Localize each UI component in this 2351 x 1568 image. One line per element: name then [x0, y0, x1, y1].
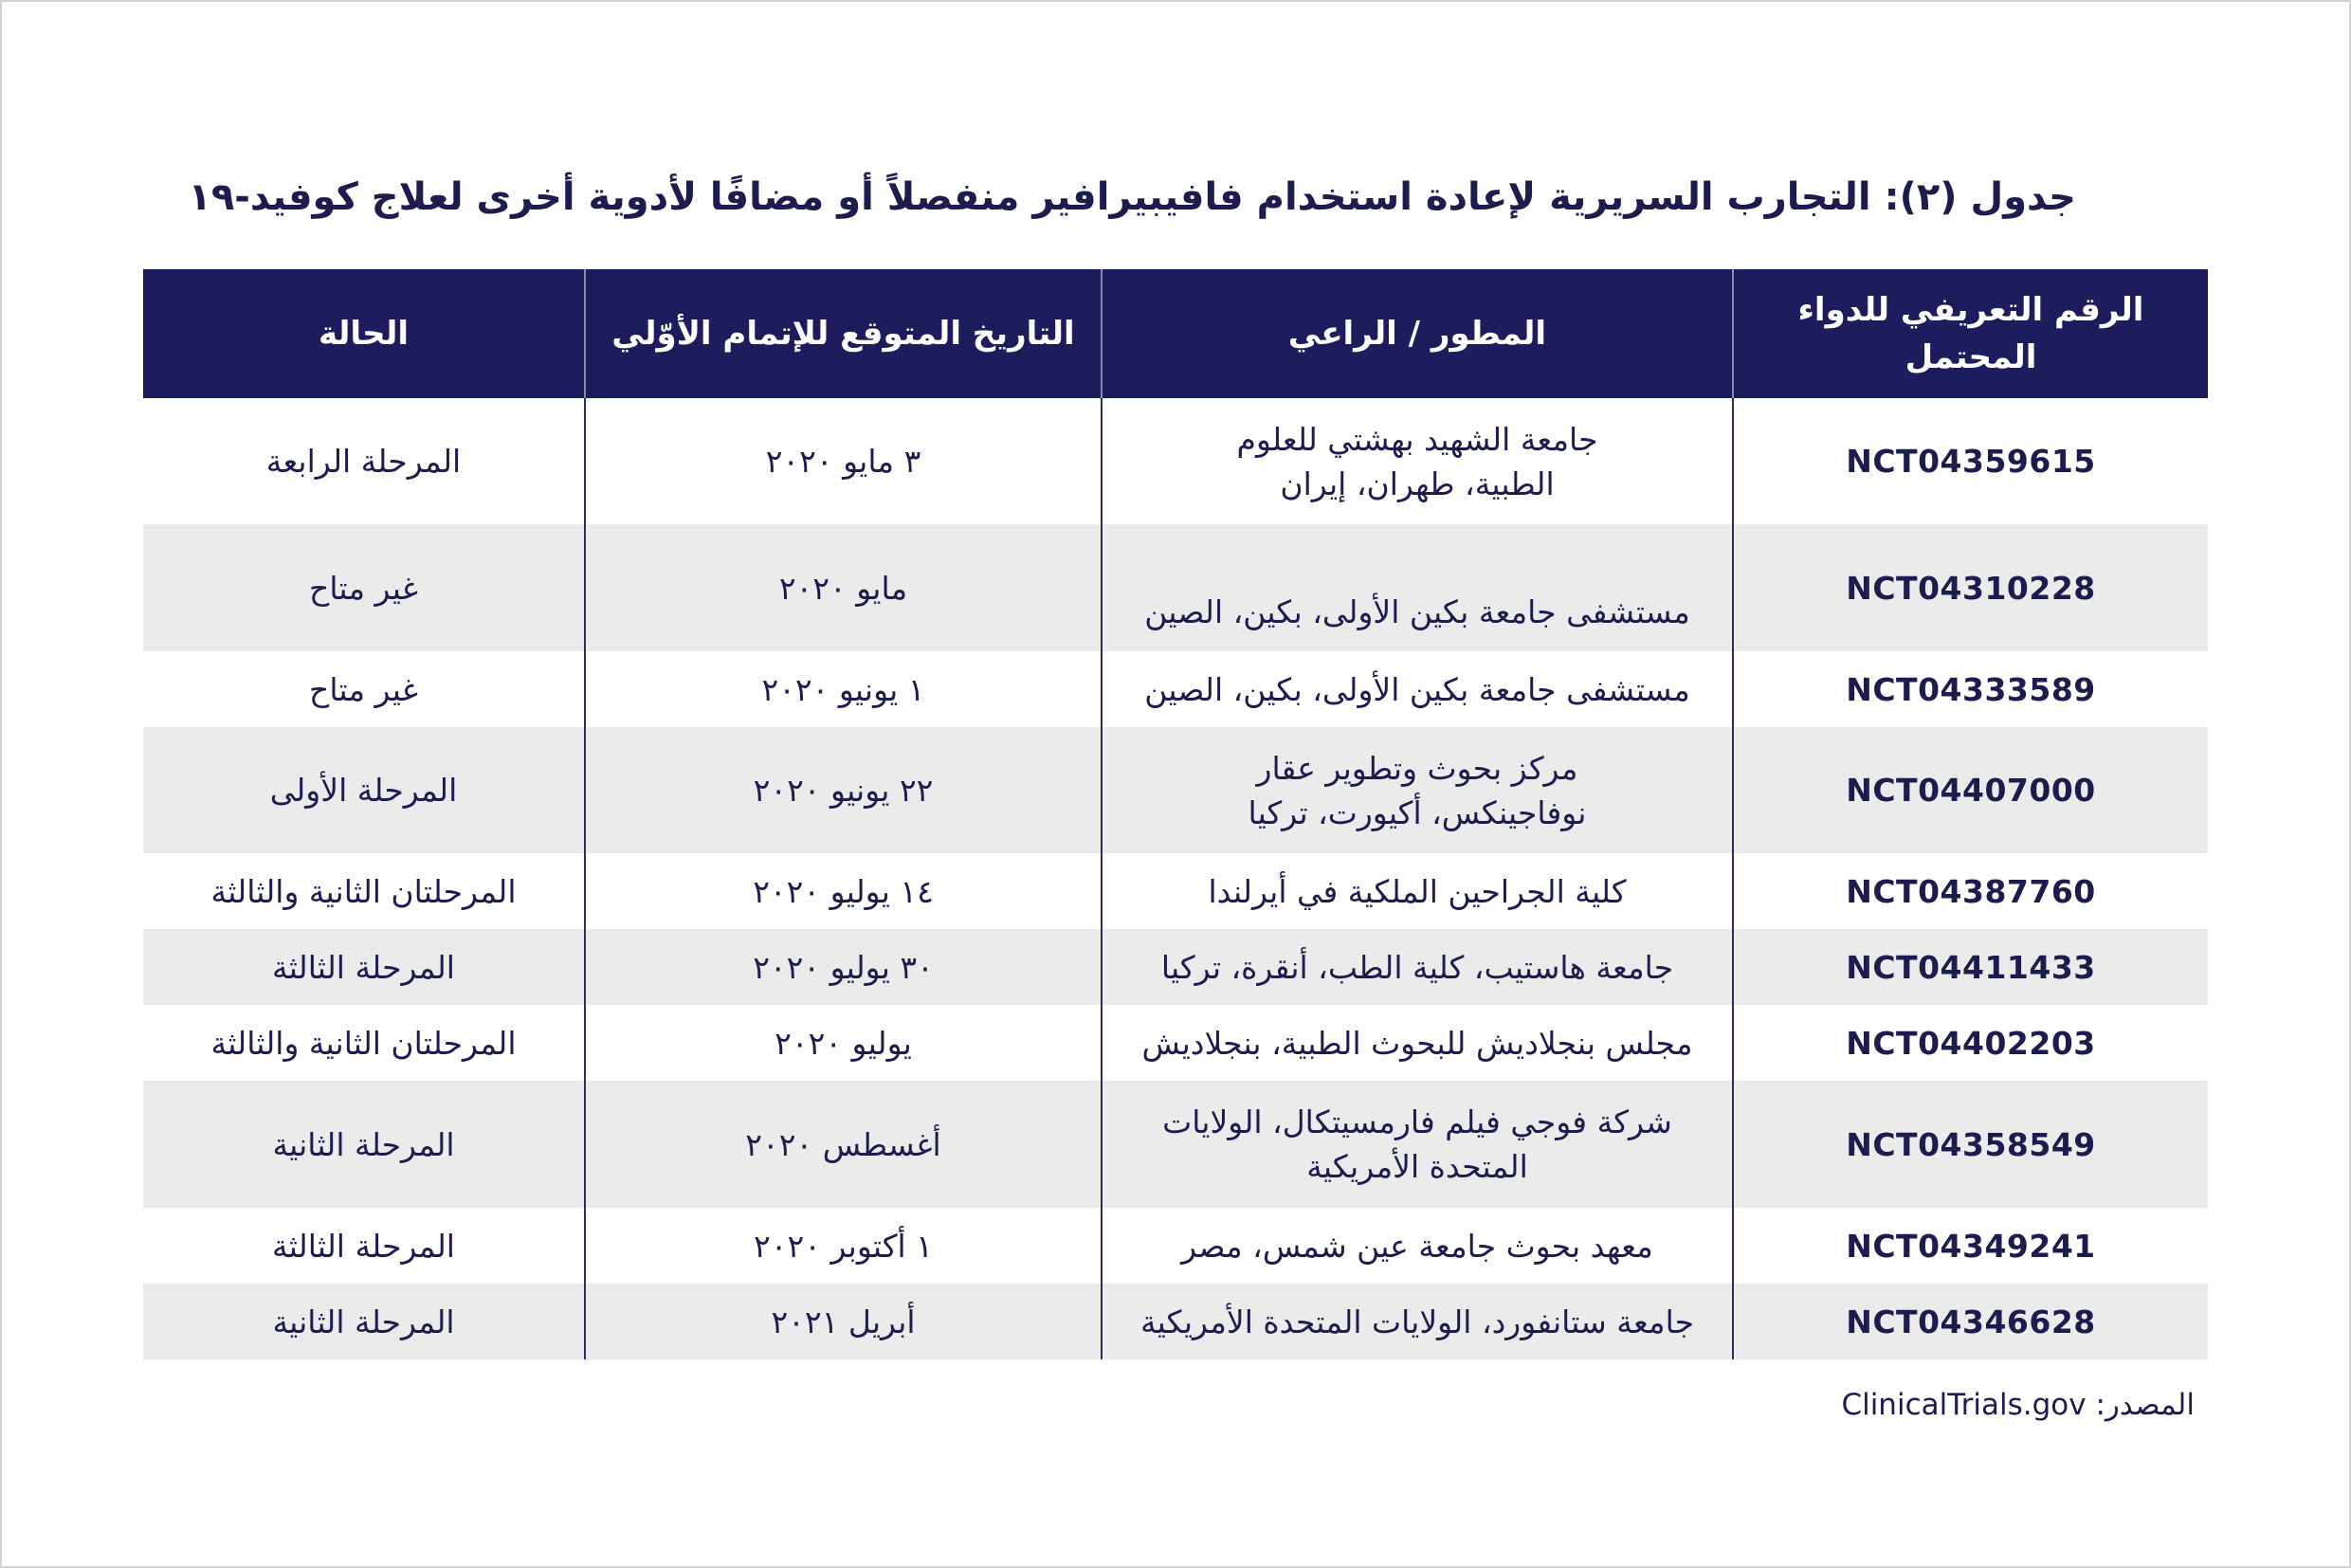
completion-date: أبريل ٢٠٢١	[586, 1284, 1103, 1359]
completion-date: ١٤ يوليو ٢٠٢٠	[586, 853, 1103, 929]
sponsor: جامعة الشهيد بهشتي للعلوم الطبية، طهران، إيران	[1103, 398, 1734, 524]
drug-id: NCT04402203	[1846, 1024, 2096, 1062]
drug-id: NCT04310228	[1846, 569, 2096, 607]
table-row	[143, 398, 2208, 524]
header-id: الرقم التعريفي للدواء المحتمل	[1797, 291, 2144, 376]
table-row	[143, 853, 2208, 929]
drug-id: NCT04349241	[1846, 1227, 2096, 1265]
header-sponsor: المطور / الراعي	[1103, 269, 1734, 398]
table-title: جدول (٢): التجارب السريرية لإعادة استخدام فافيبيرافير منفصلاً أو مضافًا لأدوية أخرى لعلاج كوفيد-١٩	[188, 175, 2076, 219]
status: غير متاح	[143, 524, 586, 651]
sponsor: مجلس بنجلاديش للبحوث الطبية، بنجلاديش	[1103, 1005, 1734, 1081]
status: غير متاح	[143, 651, 586, 727]
completion-date: ٣ مايو ٢٠٢٠	[586, 398, 1103, 524]
drug-id: NCT04358549	[1846, 1125, 2096, 1163]
completion-date: ١ أكتوبر ٢٠٢٠	[586, 1208, 1103, 1284]
header-date: التاريخ المتوقع للإتمام الأوّلي	[586, 269, 1103, 398]
completion-date: ١ يونيو ٢٠٢٠	[586, 651, 1103, 727]
drug-id: NCT04346628	[1846, 1303, 2096, 1340]
drug-id: NCT04411433	[1846, 948, 2096, 986]
completion-date: يوليو ٢٠٢٠	[586, 1005, 1103, 1081]
drug-id: NCT04359615	[1846, 443, 2096, 480]
sponsor: مستشفى جامعة بكين الأولى، بكين، الصين	[1103, 524, 1734, 651]
trials-table	[143, 269, 2208, 1359]
drug-id: NCT04333589	[1846, 670, 2096, 708]
status: المرحلة الثالثة	[143, 929, 586, 1005]
completion-date: مايو ٢٠٢٠	[586, 524, 1103, 651]
table-row	[143, 524, 2208, 651]
status: المرحلتان الثانية والثالثة	[143, 853, 586, 929]
completion-date: ٣٠ يوليو ٢٠٢٠	[586, 929, 1103, 1005]
sponsor: شركة فوجي فيلم فارمسيتكال، الولايات المتحدة الأمريكية	[1103, 1081, 1734, 1208]
status: المرحلة الثالثة	[143, 1208, 586, 1284]
sponsor: معهد بحوث جامعة عين شمس، مصر	[1103, 1208, 1734, 1284]
source-note	[1327, 1384, 2195, 1426]
drug-id: NCT04407000	[1846, 772, 2096, 809]
source-label: المصدر:	[2095, 1388, 2195, 1422]
table-row	[143, 1081, 2208, 1208]
table-header-row	[143, 269, 2208, 398]
status: المرحلة الأولى	[143, 727, 586, 853]
sponsor: جامعة ستانفورد، الولايات المتحدة الأمريكية	[1103, 1284, 1734, 1359]
source-link[interactable]: ClinicalTrials.gov	[1841, 1388, 2087, 1422]
table-row	[143, 651, 2208, 727]
header-status: الحالة	[143, 269, 586, 398]
table-row	[143, 1005, 2208, 1081]
sponsor: مركز بحوث وتطوير عقار نوفاجينكس، أكيورت، تركيا	[1103, 727, 1734, 853]
table-row	[143, 929, 2208, 1005]
sponsor: كلية الجراحين الملكية في أيرلندا	[1103, 853, 1734, 929]
sponsor: مستشفى جامعة بكين الأولى، بكين، الصين	[1103, 651, 1734, 727]
status: المرحلة الرابعة	[143, 398, 586, 524]
status: المرحلتان الثانية والثالثة	[143, 1005, 586, 1081]
table-row	[143, 727, 2208, 853]
drug-id: NCT04387760	[1846, 872, 2096, 910]
status: المرحلة الثانية	[143, 1284, 586, 1359]
completion-date: أغسطس ٢٠٢٠	[586, 1081, 1103, 1208]
completion-date: ٢٢ يونيو ٢٠٢٠	[586, 727, 1103, 853]
sponsor: جامعة هاستيب، كلية الطب، أنقرة، تركيا	[1103, 929, 1734, 1005]
table-row	[143, 1284, 2208, 1359]
table-row	[143, 1208, 2208, 1284]
status: المرحلة الثانية	[143, 1081, 586, 1208]
